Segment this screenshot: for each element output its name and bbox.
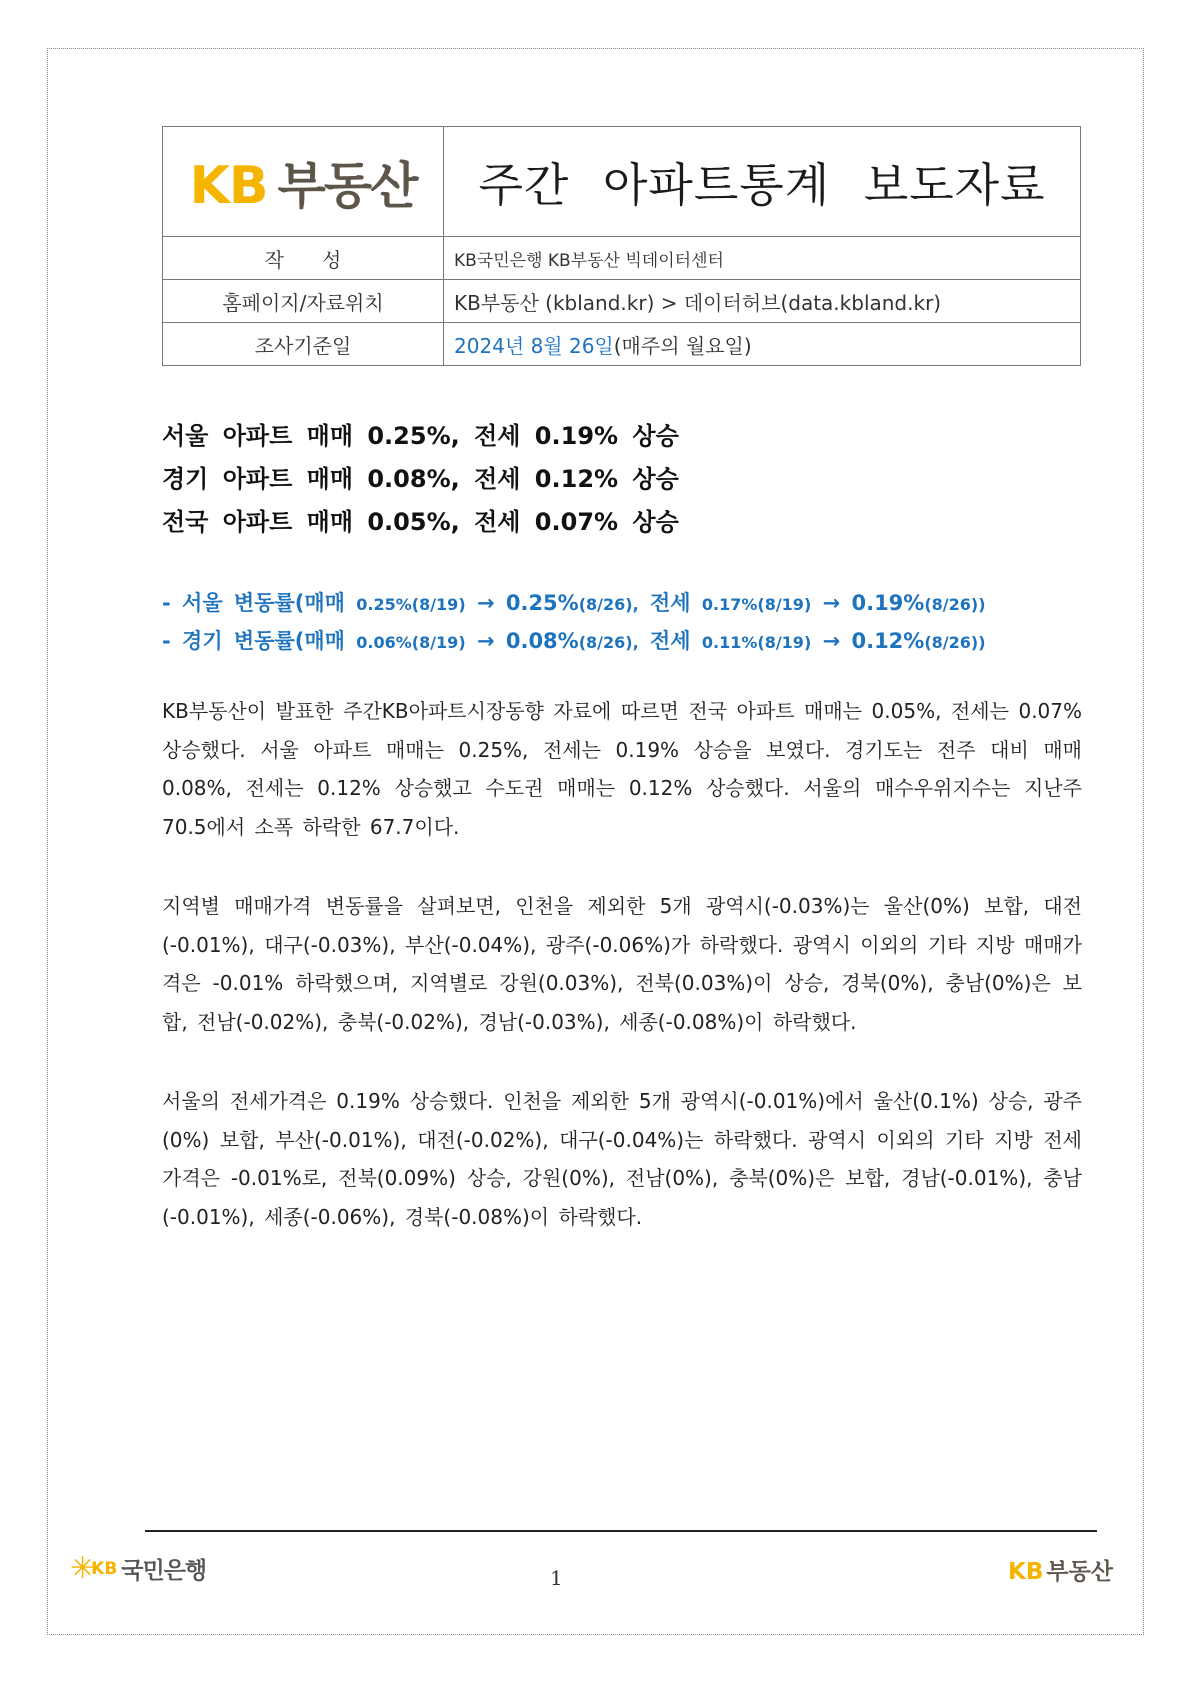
paragraph-sale-regional: 지역별 매매가격 변동률을 살펴보면, 인천을 제외한 5개 광역시(-0.03%)는 울산(0%) 보합, 대전(-0.01%), 대구(-0.03%), 부산(-0.04%), 광주(-0.06%)가 하락했다. 광역시 이외의 기타 지방 매매가격은 -0.01% 하락했으며, 지역별로 강원(0.03%), 전북(0.03%)이 상승, 경북(0%), 충남(0%)은 보합, 전남(-0.02%), 충북(-0.02%), 경남(-0.03%), 세종(-0.08%)이 하락했다. — [162, 894, 1082, 1034]
paragraph-summary: KB부동산이 발표한 주간KB아파트시장동향 자료에 따르면 전국 아파트 매매는 0.05%, 전세는 0.07% 상승했다. 서울 아파트 매매는 0.25%, 전세는 0.19% 상승을 보였다. 경기도는 전주 대비 매매 0.08%, 전세는 0.12% 상승했고 수도권 매매는 0.12% 상승했다. 서울의 매수우위지수는 지난주 70.5에서 소폭 하락한 67.7이다. — [162, 699, 1082, 839]
kb-land-footer-logo — [1008, 1553, 1113, 1586]
arrow-icon: → — [822, 629, 841, 653]
change-gyeonggi — [162, 622, 986, 660]
page-number: 1 — [550, 1566, 563, 1590]
change-rate-list — [162, 584, 986, 660]
change-prefix: - 경기 변동률(매매 — [162, 629, 345, 653]
change-cur-jeonse: 0.12% — [851, 629, 925, 653]
change-prev-jeonse: 0.11%(8/19) — [701, 633, 812, 652]
report-header-table — [162, 126, 1081, 366]
survey-date-label: 조사기준일 — [163, 323, 444, 366]
headline-list — [162, 415, 679, 544]
footer-divider — [145, 1530, 1097, 1532]
change-cur-jeonse-date: (8/26)) — [924, 633, 986, 652]
kb-land-logo — [163, 127, 444, 237]
logo-kb-text: KB — [189, 155, 268, 216]
arrow-icon: → — [476, 591, 495, 615]
author-label: 작 성 — [163, 237, 444, 280]
bank-name: 국민은행 — [121, 1558, 207, 1584]
change-seoul — [162, 584, 986, 622]
change-prev-jeonse: 0.17%(8/19) — [701, 595, 812, 614]
change-cur-sale-date: (8/26), — [578, 633, 639, 652]
footer-logo-kb: KB — [1008, 1559, 1044, 1585]
change-cur-jeonse-date: (8/26)) — [924, 595, 986, 614]
survey-date-note: (매주의 월요일) — [613, 333, 752, 358]
change-cur-sale: 0.25% — [505, 591, 579, 615]
footer-logo-name: 부동산 — [1046, 1559, 1114, 1585]
kb-bank-logo — [70, 1552, 206, 1585]
kb-mark: KB — [91, 1558, 118, 1579]
headline-national: 전국 아파트 매매 0.05%, 전세 0.07% 상승 — [162, 508, 679, 536]
report-title: 주간 아파트통계 보도자료 — [444, 127, 1081, 237]
change-prev-sale: 0.25%(8/19) — [356, 595, 466, 614]
survey-date-value — [444, 323, 1081, 366]
homepage-label: 홈페이지/자료위치 — [163, 280, 444, 323]
headline-seoul: 서울 아파트 매매 0.25%, 전세 0.19% 상승 — [162, 422, 679, 450]
change-cur-sale-date: (8/26), — [578, 595, 639, 614]
author-value: KB국민은행 KB부동산 빅데이터센터 — [444, 237, 1081, 280]
change-jeonse-label: 전세 — [649, 629, 691, 653]
homepage-value: KB부동산 (kbland.kr) > 데이터허브(data.kbland.kr) — [444, 280, 1081, 323]
change-jeonse-label: 전세 — [649, 591, 691, 615]
change-cur-jeonse: 0.19% — [851, 591, 925, 615]
headline-gyeonggi: 경기 아파트 매매 0.08%, 전세 0.12% 상승 — [162, 465, 679, 493]
change-prev-sale: 0.06%(8/19) — [356, 633, 466, 652]
change-cur-sale: 0.08% — [505, 629, 579, 653]
change-prefix: - 서울 변동률(매매 — [162, 591, 345, 615]
arrow-icon: → — [476, 629, 495, 653]
paragraph-jeonse-regional: 서울의 전세가격은 0.19% 상승했다. 인천을 제외한 5개 광역시(-0.01%)에서 울산(0.1%) 상승, 광주(0%) 보합, 부산(-0.01%), 대전(-0.02%), 대구(-0.04%)는 하락했다. 광역시 이외의 기타 지방 전세가격은 -0.01%로, 전북(0.09%) 상승, 강원(0%), 전남(0%), 충북(0%)은 보합, 경남(-0.01%), 충남(-0.01%), 세종(-0.06%), 경북(-0.08%)이 하락했다. — [162, 1089, 1082, 1229]
logo-name-text: 부동산 — [277, 156, 417, 215]
survey-date: 2024년 8월 26일 — [454, 333, 614, 358]
arrow-icon: → — [822, 591, 841, 615]
kb-star-icon: ✳ — [70, 1550, 96, 1586]
